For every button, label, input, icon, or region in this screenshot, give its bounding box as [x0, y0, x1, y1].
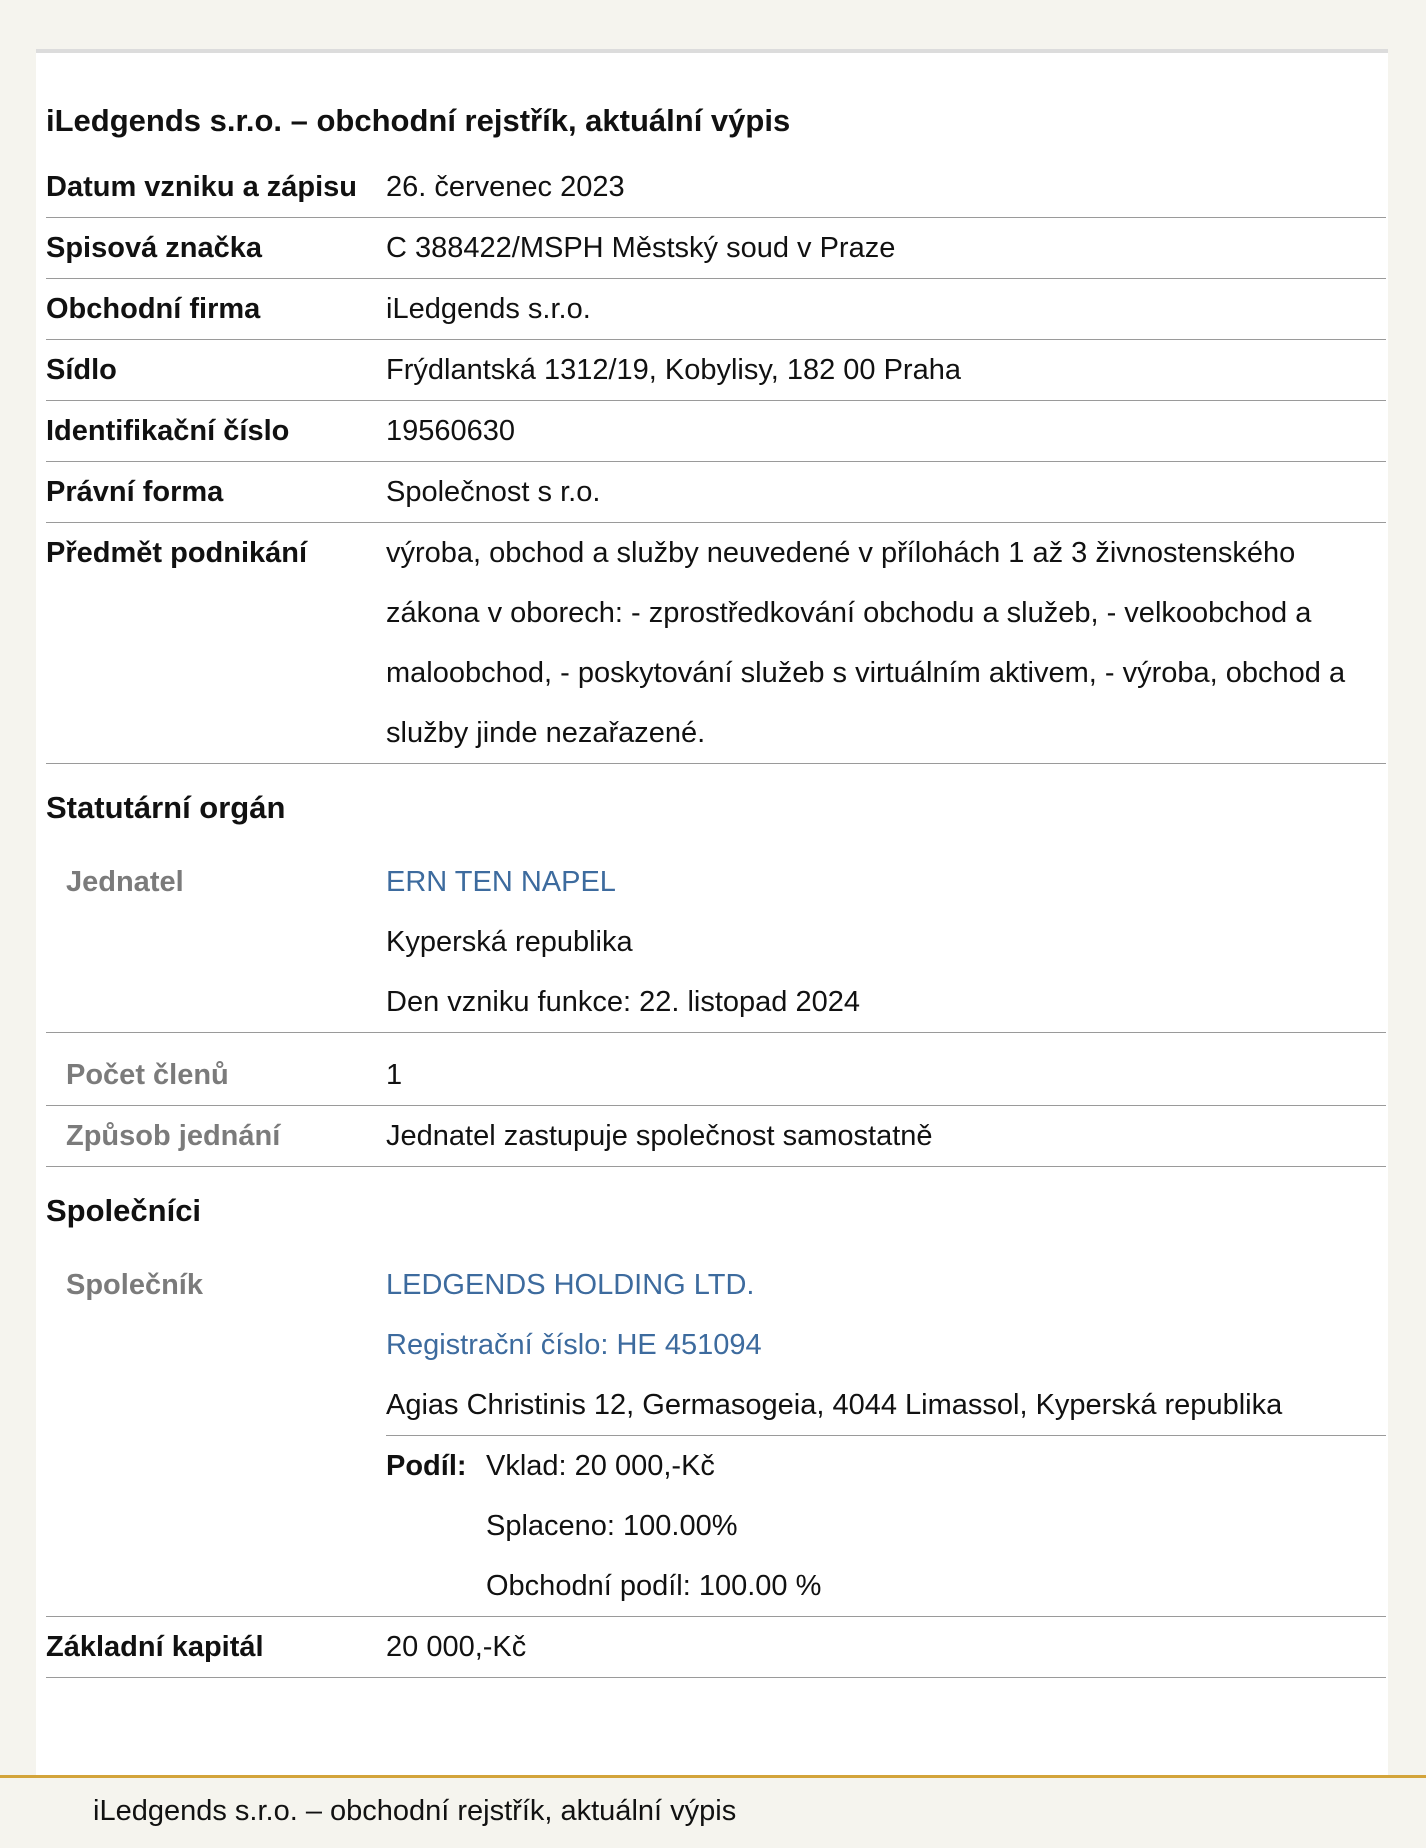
value-zpusob-jednani: Jednatel zastupuje společnost samostatně [386, 1106, 1386, 1167]
row-spolecnik [46, 1255, 1386, 1617]
value-pocet-clenu: 1 [386, 1045, 1386, 1106]
label-jednatel: Jednatel [46, 852, 386, 1033]
row-sidlo [46, 340, 1386, 401]
share-vklad: Vklad: 20 000,-Kč [486, 1450, 715, 1482]
share-block [386, 1436, 1386, 1616]
label-identifikacni-cislo: Identifikační číslo [46, 401, 386, 462]
row-zpusob-jednani [46, 1106, 1386, 1167]
share-label: Podíl: [386, 1450, 467, 1482]
value-jednatel [386, 852, 1386, 1033]
spolecnik-registration-link[interactable]: Registrační číslo: HE 451094 [386, 1329, 762, 1361]
value-zakladni-kapital: 20 000,-Kč [386, 1617, 1386, 1678]
label-spolecnik: Společník [46, 1255, 386, 1617]
row-zakladni-kapital [46, 1617, 1386, 1678]
value-identifikacni-cislo: 19560630 [386, 401, 1386, 462]
label-spisova-znacka: Spisová značka [46, 218, 386, 279]
row-datum-vzniku [46, 157, 1386, 218]
label-pravni-forma: Právní forma [46, 462, 386, 523]
row-identifikacni-cislo [46, 401, 1386, 462]
share-obchodni-podil: Obchodní podíl: 100.00 % [486, 1570, 822, 1602]
predmet-line: služby jinde nezařazené. [386, 717, 706, 749]
row-pravni-forma [46, 462, 1386, 523]
row-spacer [46, 1033, 1386, 1046]
spolecnik-address: Agias Christinis 12, Germasogeia, 4044 Limassol, Kyperská republika [386, 1389, 1283, 1421]
row-spisova-znacka [46, 218, 1386, 279]
jednatel-since: Den vzniku funkce: 22. listopad 2024 [386, 986, 860, 1018]
footer-title: iLedgends s.r.o. – obchodní rejstřík, aktuální výpis [93, 1795, 737, 1827]
value-spolecnik [386, 1255, 1386, 1617]
row-statutarni-heading [46, 764, 1386, 853]
row-obchodni-firma [46, 279, 1386, 340]
row-jednatel [46, 852, 1386, 1033]
value-spisova-znacka: C 388422/MSPH Městský soud v Praze [386, 218, 1386, 279]
page-title: iLedgends s.r.o. – obchodní rejstřík, aktuální výpis [46, 103, 791, 138]
section-heading-spolecnici: Společníci [46, 1193, 202, 1228]
predmet-line: výroba, obchod a služby neuvedené v přílohách 1 až 3 živnostenského [386, 537, 1296, 569]
register-table [46, 157, 1386, 1678]
predmet-line: zákona v oborech: - zprostředkování obchodu a služeb, - velkoobchod a [386, 597, 1312, 629]
register-card [36, 49, 1388, 1775]
label-predmet-podnikani: Předmět podnikání [46, 523, 386, 764]
section-heading-statutarni: Statutární orgán [46, 790, 286, 825]
page-footer [0, 1775, 1426, 1848]
label-pocet-clenu: Počet členů [46, 1045, 386, 1106]
share-splaceno: Splaceno: 100.00% [486, 1510, 738, 1542]
value-predmet-podnikani [386, 523, 1386, 764]
label-datum-vzniku: Datum vzniku a zápisu [46, 157, 386, 218]
jednatel-name-link[interactable]: ERN TEN NAPEL [386, 866, 616, 898]
jednatel-country: Kyperská republika [386, 926, 633, 958]
value-datum-vzniku: 26. červenec 2023 [386, 157, 1386, 218]
row-predmet-podnikani [46, 523, 1386, 764]
value-pravni-forma: Společnost s r.o. [386, 462, 1386, 523]
row-pocet-clenu [46, 1045, 1386, 1106]
row-spolecnici-heading [46, 1167, 1386, 1256]
value-obchodni-firma: iLedgends s.r.o. [386, 279, 1386, 340]
label-obchodni-firma: Obchodní firma [46, 279, 386, 340]
label-sidlo: Sídlo [46, 340, 386, 401]
share-values [486, 1436, 1386, 1616]
label-zpusob-jednani: Způsob jednání [46, 1106, 386, 1167]
label-zakladni-kapital: Základní kapitál [46, 1617, 386, 1678]
predmet-line: maloobchod, - poskytování služeb s virtuálním aktivem, - výroba, obchod a [386, 657, 1346, 689]
value-sidlo: Frýdlantská 1312/19, Kobylisy, 182 00 Praha [386, 340, 1386, 401]
spolecnik-name-link[interactable]: LEDGENDS HOLDING LTD. [386, 1269, 755, 1301]
